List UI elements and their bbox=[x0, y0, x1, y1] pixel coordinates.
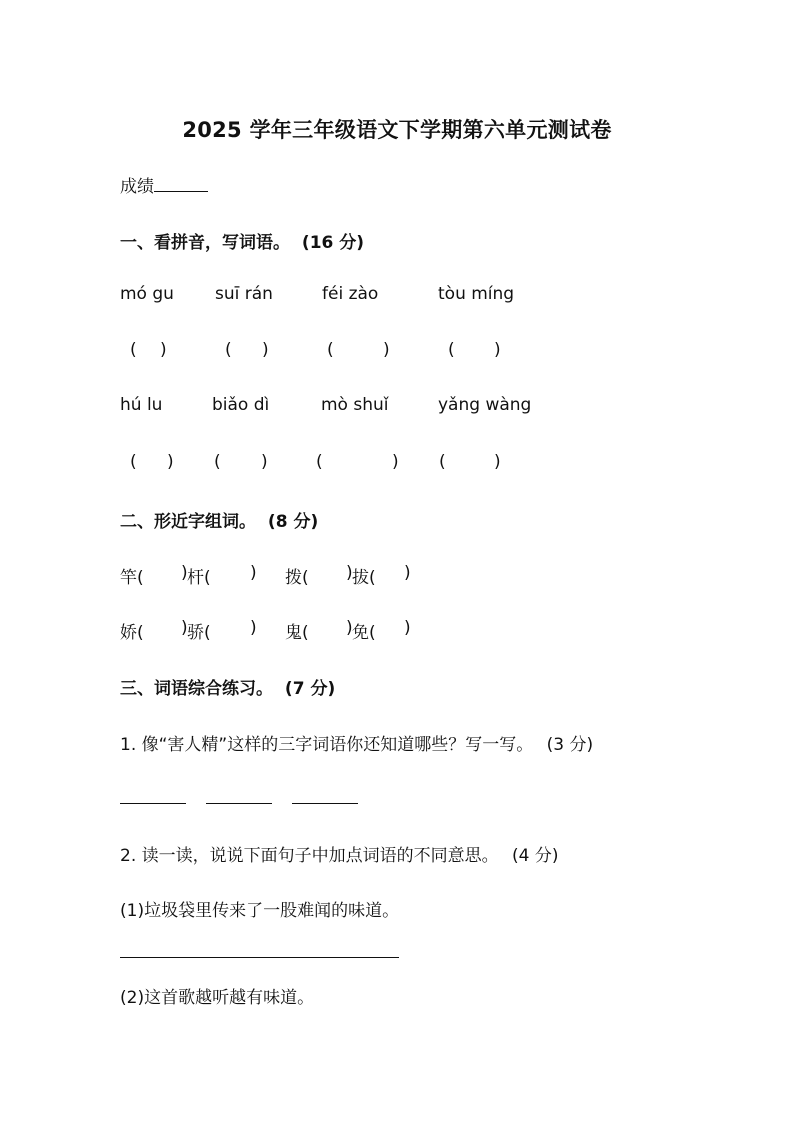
char-item-close: ) bbox=[250, 563, 257, 583]
answer-paren-open: ( bbox=[448, 340, 455, 360]
question-2 bbox=[120, 841, 559, 866]
char-item-close: ) bbox=[404, 563, 411, 583]
question-1-points: (3 分) bbox=[546, 735, 594, 755]
answer-paren-close: ) bbox=[167, 452, 174, 472]
section2-heading bbox=[120, 507, 318, 532]
sentence-1: (1)垃圾袋里传来了一股难闻的味道。 bbox=[120, 901, 400, 921]
answer-line[interactable] bbox=[292, 803, 358, 804]
char-item-close: ) bbox=[404, 618, 411, 638]
pinyin-3: féi zào bbox=[322, 284, 379, 304]
pinyin-5: hú lu bbox=[120, 395, 163, 415]
section1-heading-text: 一、看拼音，写词语。 bbox=[120, 233, 290, 253]
pinyin-1: mó gu bbox=[120, 284, 174, 304]
char-item: 杆( bbox=[187, 568, 211, 588]
score-label: 成绩 bbox=[120, 177, 154, 197]
answer-paren-close: ) bbox=[262, 340, 269, 360]
answer-paren-open: ( bbox=[214, 452, 221, 472]
answer-paren-close: ) bbox=[160, 340, 167, 360]
score-blank[interactable] bbox=[154, 177, 208, 192]
answer-paren-open: ( bbox=[130, 340, 137, 360]
question-2-points: (4 分) bbox=[512, 846, 559, 866]
answer-line[interactable] bbox=[120, 803, 186, 804]
answer-line[interactable] bbox=[120, 957, 399, 958]
pinyin-4: tòu míng bbox=[438, 284, 515, 304]
section1-points: (16 分) bbox=[301, 233, 365, 253]
char-item: 鬼( bbox=[285, 623, 309, 643]
answer-paren-close: ) bbox=[383, 340, 390, 360]
answer-paren-open: ( bbox=[130, 452, 137, 472]
page-title: 2025 学年三年级语文下学期第六单元测试卷 bbox=[182, 118, 612, 142]
char-item: 拨( bbox=[285, 568, 309, 588]
answer-paren-close: ) bbox=[392, 452, 399, 472]
answer-paren-open: ( bbox=[327, 340, 334, 360]
answer-paren-close: ) bbox=[494, 452, 501, 472]
answer-paren-open: ( bbox=[225, 340, 232, 360]
pinyin-7: mò shuǐ bbox=[321, 395, 389, 415]
pinyin-6: biǎo dì bbox=[212, 395, 270, 415]
pinyin-8: yǎng wàng bbox=[438, 395, 532, 415]
section2-heading-text: 二、形近字组词。 bbox=[120, 512, 256, 532]
answer-paren-close: ) bbox=[494, 340, 501, 360]
section2-points: (8 分) bbox=[267, 512, 319, 532]
char-item-close: ) bbox=[346, 563, 353, 583]
score-field bbox=[120, 172, 208, 197]
question-1-text: 1. 像“害人精”这样的三字词语你还知道哪些？写一写。 bbox=[120, 735, 534, 755]
char-item-close: ) bbox=[346, 618, 353, 638]
answer-paren-open: ( bbox=[439, 452, 446, 472]
sentence-2: (2)这首歌越听越有味道。 bbox=[120, 988, 315, 1008]
char-item-close: ) bbox=[181, 563, 188, 583]
char-item: 娇( bbox=[120, 623, 144, 643]
section1-heading bbox=[120, 228, 364, 253]
answer-line[interactable] bbox=[206, 803, 272, 804]
char-item-close: ) bbox=[250, 618, 257, 638]
char-item: 免( bbox=[352, 623, 376, 643]
char-item-close: ) bbox=[181, 618, 188, 638]
pinyin-2: suī rán bbox=[215, 284, 273, 304]
char-item: 骄( bbox=[187, 623, 211, 643]
char-item: 拔( bbox=[352, 568, 376, 588]
section3-points: (7 分) bbox=[284, 679, 336, 699]
answer-paren-open: ( bbox=[316, 452, 323, 472]
char-item: 竿( bbox=[120, 568, 144, 588]
section3-heading bbox=[120, 674, 335, 699]
section3-heading-text: 三、词语综合练习。 bbox=[120, 679, 273, 699]
question-2-text: 2. 读一读，说说下面句子中加点词语的不同意思。 bbox=[120, 846, 499, 866]
question-1 bbox=[120, 730, 593, 755]
answer-paren-close: ) bbox=[261, 452, 268, 472]
